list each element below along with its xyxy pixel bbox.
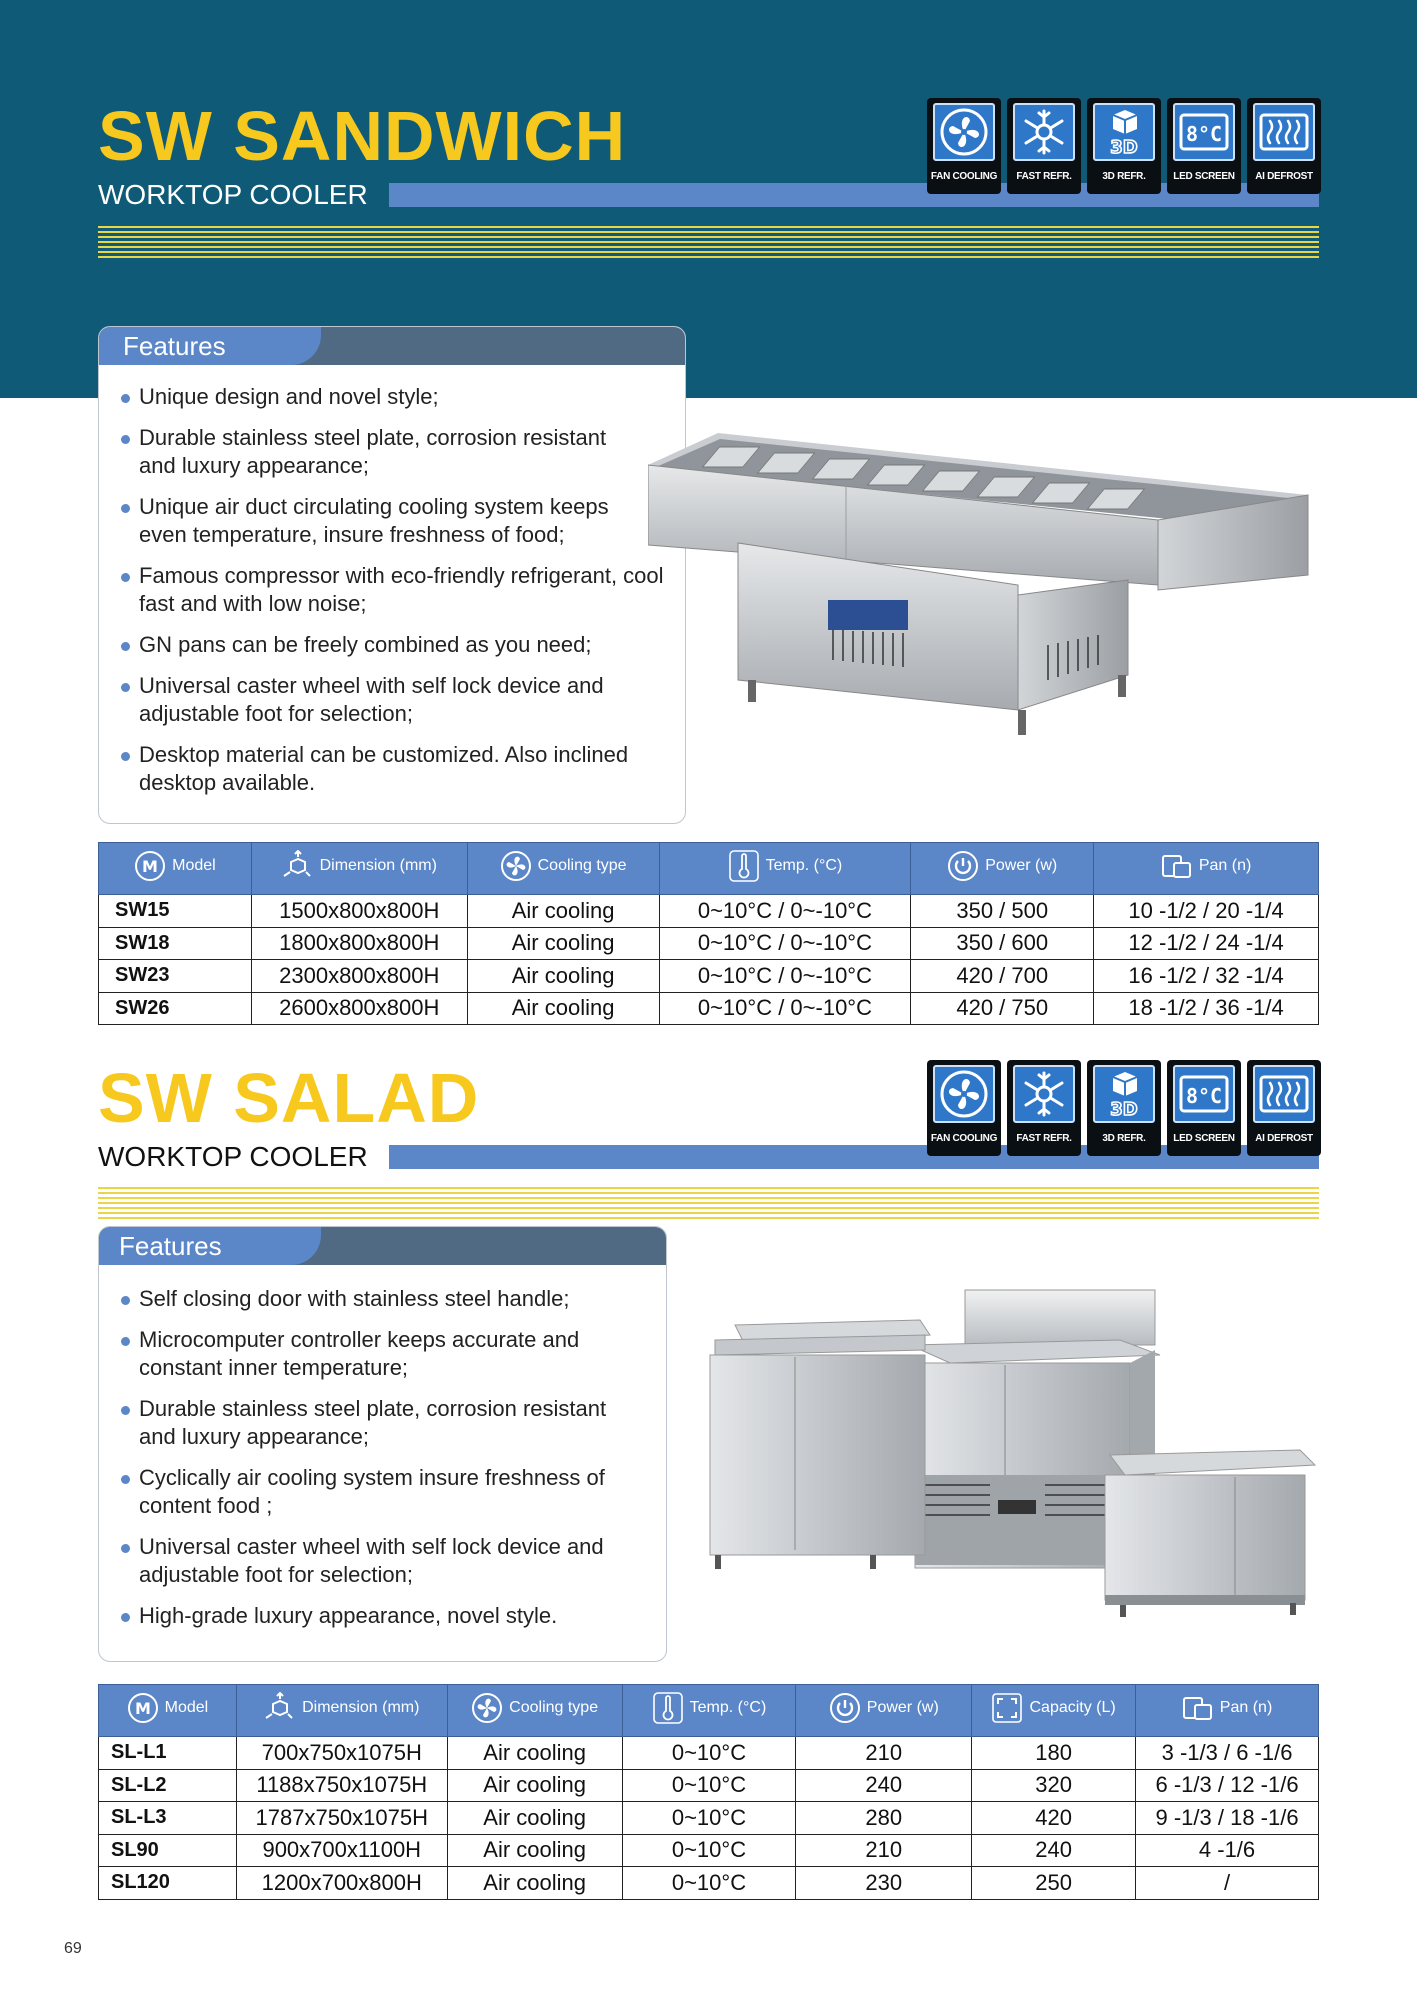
- salad-coolers-image: [700, 1285, 1320, 1625]
- svg-text:M: M: [142, 857, 159, 876]
- salad-title: SW SALAD: [98, 1059, 480, 1137]
- table-row: SW23 2300x800x800H Air cooling 0~10°C / 0~-10°C 420 / 700 16 -1/2 / 32 -1/4: [99, 960, 1319, 993]
- feature-item: Self closing door with stainless steel handle;: [119, 1285, 646, 1313]
- salad-features-panel: [98, 1226, 667, 1662]
- ai-defrost-badge: AI DEFROST: [1247, 98, 1321, 194]
- decorative-stripes: [98, 1187, 1319, 1221]
- defrost-icon: [1258, 1072, 1310, 1116]
- power-icon: [829, 1692, 861, 1724]
- sandwich-feature-list: [99, 365, 685, 797]
- model-icon: [127, 1692, 159, 1724]
- pan-icon: [1161, 850, 1193, 882]
- feature-item: Famous compressor with eco-friendly refrigerant, cool fast and with low noise;: [119, 562, 665, 618]
- table-header-row: M Model Dimension (mm) Cooling type Temp. (°C) Power (w) Capacity (L) Pan (n): [99, 1685, 1319, 1737]
- sandwich-features-panel: [98, 326, 686, 824]
- fast-refrigeration-badge: FAST REFR.: [1007, 98, 1081, 194]
- features-heading: Features: [99, 327, 321, 365]
- decorative-stripes: [98, 226, 1319, 260]
- dimension-icon: [264, 1692, 296, 1724]
- 3d-refrigeration-badge: 3D 3D REFR.: [1087, 1060, 1161, 1156]
- table-row: SW18 1800x800x800H Air cooling 0~10°C / 0~-10°C 350 / 600 12 -1/2 / 24 -1/4: [99, 927, 1319, 960]
- feature-item: Microcomputer controller keeps accurate and constant inner temperature;: [119, 1326, 646, 1382]
- led-display-icon: [1178, 1072, 1230, 1116]
- fan-icon: [471, 1692, 503, 1724]
- fan-cooling-badge: FAN COOLING: [927, 98, 1001, 194]
- feature-item: High-grade luxury appearance, novel style.: [119, 1602, 646, 1630]
- table-row: SL-L2 1188x750x1075H Air cooling 0~10°C 240 320 6 -1/3 / 12 -1/6: [99, 1769, 1319, 1802]
- salad-feature-list: [99, 1265, 666, 1630]
- feature-item: Cyclically air cooling system insure freshness of content food ;: [119, 1464, 646, 1520]
- sandwich-subtitle: WORKTOP COOLER: [98, 179, 368, 210]
- feature-item: Universal caster wheel with self lock device and adjustable foot for selection;: [119, 1533, 646, 1589]
- table-row: SW15 1500x800x800H Air cooling 0~10°C / 0~-10°C 350 / 500 10 -1/2 / 20 -1/4: [99, 895, 1319, 928]
- fan-icon: [939, 1069, 989, 1119]
- sandwich-title: SW SANDWICH: [98, 97, 627, 175]
- feature-icon-row: [927, 1060, 1321, 1156]
- 3d-refrigeration-badge: 3D 3D REFR.: [1087, 98, 1161, 194]
- power-icon: [947, 850, 979, 882]
- snowflake-icon: [1019, 107, 1069, 157]
- feature-item: Unique air duct circulating cooling system keeps even temperature, insure freshness of food;: [119, 493, 665, 549]
- table-row: SL120 1200x700x800H Air cooling 0~10°C 230 250 /: [99, 1867, 1319, 1900]
- svg-text:8°C: 8°C: [1185, 1084, 1223, 1108]
- sandwich-spec-table: [98, 842, 1319, 1025]
- table-row: SW26 2600x800x800H Air cooling 0~10°C / 0~-10°C 420 / 750 18 -1/2 / 36 -1/4: [99, 992, 1319, 1025]
- feature-item: Desktop material can be customized. Also inclined desktop available.: [119, 741, 665, 797]
- svg-text:8°C: 8°C: [1185, 122, 1223, 146]
- page-number: 69: [64, 1940, 82, 1957]
- defrost-icon: [1258, 110, 1310, 154]
- svg-text:3D: 3D: [1110, 1099, 1138, 1119]
- capacity-icon: [991, 1692, 1023, 1724]
- feature-item: Unique design and novel style;: [119, 383, 665, 411]
- led-screen-badge: 8°C LED SCREEN: [1167, 98, 1241, 194]
- thermometer-icon: [728, 850, 760, 882]
- table-row: SL-L1 700x750x1075H Air cooling 0~10°C 210 180 3 -1/3 / 6 -1/6: [99, 1737, 1319, 1770]
- salad-spec-table: [98, 1684, 1319, 1900]
- dimension-icon: [282, 850, 314, 882]
- feature-item: Universal caster wheel with self lock device and adjustable foot for selection;: [119, 672, 665, 728]
- led-screen-badge: 8°C LED SCREEN: [1167, 1060, 1241, 1156]
- fast-refrigeration-badge: FAST REFR.: [1007, 1060, 1081, 1156]
- features-heading: Features: [99, 1227, 321, 1265]
- feature-icon-row: [927, 98, 1321, 194]
- pan-icon: [1182, 1692, 1214, 1724]
- sandwich-cooler-image: [648, 425, 1318, 755]
- table-row: SL90 900x700x1100H Air cooling 0~10°C 210 240 4 -1/6: [99, 1834, 1319, 1867]
- svg-text:3D: 3D: [1110, 137, 1138, 157]
- table-row: SL-L3 1787x750x1075H Air cooling 0~10°C 280 420 9 -1/3 / 18 -1/6: [99, 1802, 1319, 1835]
- feature-item: Durable stainless steel plate, corrosion resistant and luxury appearance;: [119, 424, 665, 480]
- fan-cooling-badge: FAN COOLING: [927, 1060, 1001, 1156]
- 3d-cube-icon: [1099, 107, 1149, 157]
- fan-icon: [939, 107, 989, 157]
- feature-item: Durable stainless steel plate, corrosion resistant and luxury appearance;: [119, 1395, 646, 1451]
- fan-icon: [500, 850, 532, 882]
- model-icon: [134, 850, 166, 882]
- feature-item: GN pans can be freely combined as you need;: [119, 631, 665, 659]
- salad-subtitle: WORKTOP COOLER: [98, 1141, 368, 1172]
- table-header-row: M Model Dimension (mm) Cooling type Temp. (°C) Power (w) Pan (n): [99, 843, 1319, 895]
- 3d-cube-icon: [1099, 1069, 1149, 1119]
- thermometer-icon: [652, 1692, 684, 1724]
- led-display-icon: [1178, 110, 1230, 154]
- snowflake-icon: [1019, 1069, 1069, 1119]
- ai-defrost-badge: AI DEFROST: [1247, 1060, 1321, 1156]
- svg-text:M: M: [134, 1699, 151, 1718]
